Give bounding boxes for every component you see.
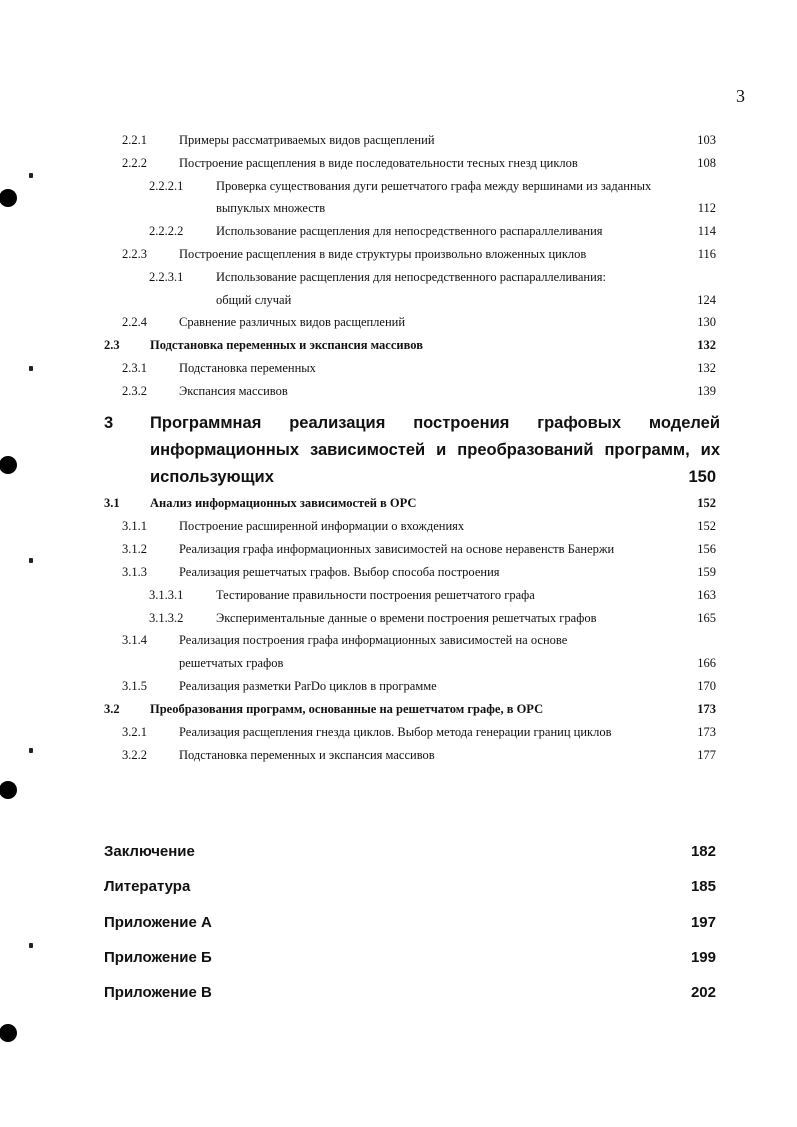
- toc-entry[interactable]: [0, 153, 797, 173]
- toc-entry-page: 173: [697, 725, 716, 739]
- toc-entry[interactable]: [0, 358, 797, 378]
- toc-entry-page: 124: [697, 292, 716, 307]
- toc-entry[interactable]: [0, 630, 797, 650]
- toc-entry-title: Построение расширенной информации о вхождениях: [179, 518, 465, 533]
- toc-entry-title: Построение расщепления в виде структуры произвольно вложенных циклов: [179, 247, 587, 261]
- toc-entry[interactable]: [0, 653, 797, 673]
- toc-entry-number: 3.1: [104, 496, 120, 510]
- toc-entry-number: 2.2.2: [122, 155, 147, 170]
- toc-entry-title: Подстановка переменных и экспансия массивов: [179, 747, 435, 762]
- toc-end-item-page: 202: [690, 984, 716, 1002]
- toc-entry[interactable]: [0, 699, 797, 719]
- toc-entry-number: 2.2.2.2: [149, 224, 184, 239]
- toc-end-item[interactable]: [104, 876, 716, 898]
- toc-entry-page: 103: [697, 133, 716, 147]
- toc-entry-number: 3.1.4: [122, 633, 147, 648]
- toc-entry-title: Экспансия массивов: [179, 383, 288, 398]
- toc-end-item[interactable]: [104, 912, 716, 934]
- chapter-title-line: Программная реализация построения графовых моделей: [150, 414, 720, 432]
- toc-entry-title: Реализация расщепления гнезда циклов. Выбор метода генерации границ циклов: [179, 725, 612, 739]
- toc-entry-page: 159: [697, 564, 716, 579]
- toc-end-item-title: Литература: [104, 878, 191, 896]
- toc-entry[interactable]: [0, 539, 797, 559]
- toc-entry[interactable]: [0, 722, 797, 742]
- toc-entry[interactable]: [0, 608, 797, 628]
- toc-entry-number: 3.2.1: [122, 725, 147, 739]
- toc-entry-title: решетчатых графов: [179, 656, 284, 671]
- toc-entry-title: Подстановка переменных и экспансия массивов: [150, 338, 423, 353]
- toc-entry[interactable]: [0, 312, 797, 332]
- toc-end-item-title: Приложение Б: [104, 948, 212, 966]
- toc-entry-title: Реализация разметки ParDo циклов в программе: [179, 679, 437, 694]
- scan-mark: [29, 366, 33, 371]
- toc-end-item-title: Заключение: [104, 843, 195, 860]
- toc-entry-page: 108: [697, 155, 716, 170]
- toc-entry-number: 3.1.5: [122, 679, 147, 694]
- toc-entry[interactable]: [0, 130, 797, 150]
- toc-entry-number: 2.3.1: [122, 361, 147, 375]
- toc-entry-title: Проверка существования дуги решетчатого графа между вершинами из заданных: [216, 178, 652, 193]
- chapter-number: 3: [104, 414, 114, 432]
- toc-entry[interactable]: [0, 244, 797, 264]
- toc-end-item[interactable]: [104, 841, 716, 863]
- toc-entry-page: 139: [697, 383, 716, 398]
- toc-end-item-title: Приложение А: [104, 913, 212, 931]
- chapter-page: 150: [688, 468, 716, 486]
- toc-entry-number: 3.2.2: [122, 747, 147, 762]
- toc-entry[interactable]: [0, 381, 797, 401]
- toc-entry-page: 170: [697, 679, 716, 694]
- toc-entry[interactable]: [0, 221, 797, 241]
- toc-entry-page: 116: [697, 247, 716, 261]
- toc-entry[interactable]: [0, 493, 797, 513]
- toc-entry-title: Реализация построения графа информационных зависимостей на основе: [179, 633, 568, 648]
- toc-entry-page: 177: [697, 747, 716, 762]
- toc-entry-page: 156: [697, 541, 716, 556]
- toc-entry-number: 3.2: [104, 702, 120, 717]
- toc-entry[interactable]: [0, 176, 797, 196]
- toc-entry-title: Преобразования программ, основанные на решетчатом графе, в ОРС: [150, 702, 544, 717]
- toc-entry-number: 2.2.2.1: [149, 178, 184, 193]
- toc-entry[interactable]: [0, 335, 797, 355]
- toc-entry[interactable]: [0, 267, 797, 287]
- toc-end-item[interactable]: [104, 947, 716, 969]
- toc-end-item-page: 199: [690, 948, 716, 966]
- punch-hole: [0, 781, 17, 799]
- toc-entry-number: 2.3: [104, 338, 120, 353]
- toc-entry-title: Экспериментальные данные о времени построения решетчатых графов: [216, 610, 597, 625]
- toc-entry-number: 2.3.2: [122, 383, 147, 398]
- scan-mark: [29, 558, 33, 563]
- toc-entry-number: 3.1.2: [122, 541, 147, 556]
- toc-entry-title: Реализация решетчатых графов. Выбор способа построения: [179, 564, 500, 579]
- toc-entry[interactable]: [0, 585, 797, 605]
- toc-entry-page: 114: [697, 224, 716, 239]
- toc-entry-number: 2.2.3: [122, 247, 147, 261]
- toc-entry-page: 152: [697, 518, 716, 533]
- toc-end-item-page: 197: [690, 913, 716, 931]
- toc-entry[interactable]: [0, 676, 797, 696]
- toc-end-item-page: 182: [690, 843, 716, 860]
- toc-entry-title: Построение расщепления в виде последовательности тесных гнезд циклов: [179, 155, 578, 170]
- toc-entry-page: 165: [697, 610, 716, 625]
- toc-entry-title: Реализация графа информационных зависимостей на основе неравенств Банержи: [179, 541, 615, 556]
- toc-entry-title: Примеры рассматриваемых видов расщеплений: [179, 133, 435, 147]
- toc-entry-page: 112: [697, 201, 716, 216]
- toc-entry-number: 3.1.3.2: [149, 610, 184, 625]
- toc-entry[interactable]: [0, 290, 797, 310]
- toc-entry-page: 130: [697, 315, 716, 330]
- toc-entry-number: 3.1.1: [122, 518, 147, 533]
- punch-hole: [0, 456, 17, 474]
- toc-end-item-page: 185: [690, 878, 716, 896]
- scan-mark: [29, 173, 33, 178]
- toc-entry-title: Подстановка переменных: [179, 361, 316, 375]
- toc-entry-title: общий случай: [216, 292, 292, 307]
- chapter-title-line: использующих: [150, 468, 274, 486]
- toc-entry-title: выпуклых множеств: [216, 201, 326, 216]
- toc-entry-number: 3.1.3.1: [149, 587, 184, 602]
- scan-mark: [29, 748, 33, 753]
- toc-entry[interactable]: [0, 745, 797, 765]
- toc-entry-title: Тестирование правильности построения решетчатого графа: [216, 587, 535, 602]
- toc-entry-number: 2.2.3.1: [149, 269, 184, 284]
- toc-end-item-title: Приложение В: [104, 984, 212, 1002]
- punch-hole: [0, 1024, 17, 1042]
- chapter-title-line: информационных зависимостей и преобразований программ, их: [150, 441, 720, 459]
- toc-entry-page: 166: [697, 656, 716, 671]
- toc-entry-title: Анализ информационных зависимостей в ОРС: [150, 496, 417, 510]
- toc-entry-page: 173: [697, 702, 716, 717]
- toc-entry-title: Использование расщепления для непосредственного распараллеливания: [216, 224, 603, 239]
- scan-mark: [29, 943, 33, 948]
- toc-entry[interactable]: [0, 198, 797, 218]
- toc-end-item[interactable]: [104, 982, 716, 1004]
- toc-entry[interactable]: [0, 516, 797, 536]
- toc-entry-page: 132: [697, 361, 716, 375]
- toc-entry-page: 132: [697, 338, 716, 353]
- toc-entry-page: 163: [697, 587, 716, 602]
- page-number: 3: [736, 86, 745, 106]
- toc-entry-page: 152: [697, 496, 716, 510]
- toc-entry-number: 3.1.3: [122, 564, 147, 579]
- toc-entry-title: Сравнение различных видов расщеплений: [179, 315, 406, 330]
- toc-entry-number: 2.2.1: [122, 133, 147, 147]
- toc-entry-number: 2.2.4: [122, 315, 147, 330]
- toc-entry-title: Использование расщепления для непосредственного распараллеливания:: [216, 269, 607, 284]
- toc-entry[interactable]: [0, 562, 797, 582]
